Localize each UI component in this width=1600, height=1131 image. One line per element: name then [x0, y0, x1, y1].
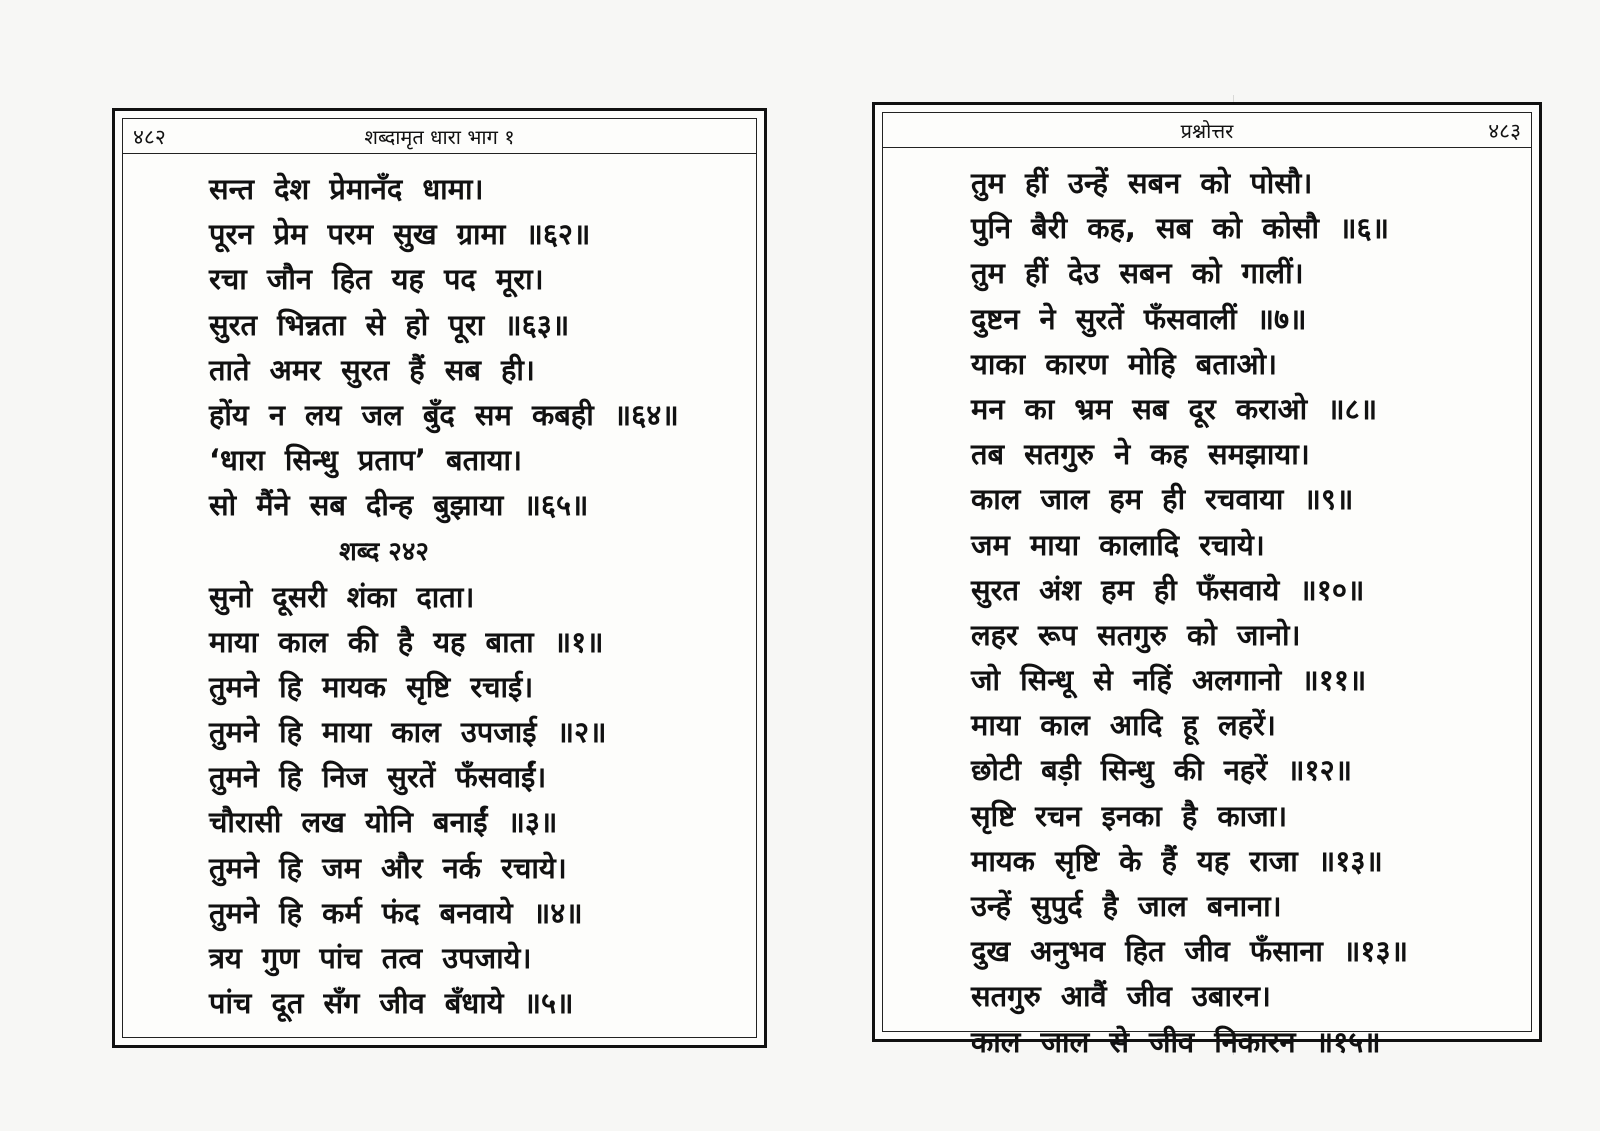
verse-line: छोटी बड़ी सिन्धु की नहरें ॥१२॥	[971, 753, 1353, 788]
verse-line: तुम हीं उन्हें सबन को पोसौ।	[971, 166, 1313, 200]
right-page-inner-frame	[882, 112, 1532, 1059]
left-verses	[209, 167, 679, 1026]
verse-line: सुनो दूसरी शंका दाता।	[209, 579, 475, 614]
verse-line: मायक सृष्टि के हैं यह राजा ॥१३॥	[971, 843, 1383, 878]
left-page-header	[123, 119, 756, 154]
verse-line: पुनि बैरी कह, सब को कोसौ ॥६॥	[971, 211, 1389, 246]
verse-line: पांच दूत सँग जीव बँधाये ॥५॥	[209, 986, 574, 1021]
left-page-number: ४८२	[133, 125, 166, 149]
left-running-title: शब्दामृत धारा भाग १	[364, 125, 515, 149]
verse-line: जो सिन्धू से नहिं अलगानो ॥११॥	[971, 663, 1367, 698]
right-running-title: प्रश्नोत्तर	[1180, 119, 1234, 143]
verse-line: सृष्टि रचन इनका है काजा।	[971, 798, 1288, 833]
right-page-header	[883, 113, 1531, 148]
verse-line: सुरत भिन्नता से हो पूरा ॥६३॥	[209, 307, 570, 342]
verse-line: तुमने हि निज सुरतें फँसवाईं।	[209, 760, 547, 795]
verse-line: काल जाल से जीव निकारन ॥१५॥	[971, 1024, 1381, 1059]
verse-line: पूरन प्रेम परम सुख ग्रामा ॥६२॥	[209, 217, 591, 252]
verse-line: दुख अनुभव हित जीव फँसाना ॥१३॥	[971, 934, 1408, 969]
right-page	[872, 102, 1542, 1059]
verse-line: तुमने हि जम और नर्क रचाये।	[209, 850, 567, 885]
verse-line: तुम हीं देउ सबन को गालीं।	[971, 256, 1304, 291]
verse-line: तब सतगुरु ने कह समझाया।	[971, 437, 1310, 472]
verse-line: सन्त देश प्रेमानँद धामा।	[209, 172, 484, 206]
verse-line: तुमने हि मायक सृष्टि रचाई।	[209, 669, 534, 704]
verse-line: होंय न लय जल बुँद सम कबही ॥६४॥	[209, 397, 679, 432]
verse-line: याका कारण मोहि बताओ।	[971, 346, 1278, 381]
verse-line: दुष्टन ने सुरतें फँसवालीं ॥७॥	[971, 301, 1307, 336]
verse-line: जम माया कालादि रचाये।	[971, 527, 1265, 562]
verse-line: सो मैंने सब दीन्ह बुझाया ॥६५॥	[209, 488, 589, 523]
verse-line: तुमने हि कर्म फंद बनवाये ॥४॥	[209, 895, 583, 930]
verse-line: उन्हें सुपुर्द है जाल बनाना।	[971, 889, 1282, 923]
verse-line: त्रय गुण पांच तत्व उपजाये।	[209, 941, 532, 975]
verse-line: चौरासी लख योनि बनाईं ॥३॥	[209, 805, 558, 840]
verse-line: तुमने हि माया काल उपजाई ॥२॥	[209, 715, 607, 750]
verse-line: सतगुरु आवैं जीव उबारन।	[971, 979, 1271, 1014]
verse-line: काल जाल हम ही रचवाया ॥९॥	[971, 482, 1354, 517]
verse-line: ‘धारा सिन्धु प्रताप’ बताया।	[209, 443, 522, 478]
verse-line: सुरत अंश हम ही फँसवाये ॥१०॥	[971, 572, 1365, 607]
verse-line: माया काल आदि हू लहरें।	[971, 708, 1276, 743]
left-page-inner-frame	[122, 118, 757, 1038]
verse-line: ताते अमर सुरत हैं सब ही।	[209, 352, 535, 387]
verse-line: माया काल की है यह बाता ॥१॥	[209, 624, 604, 659]
right-verses	[971, 161, 1451, 1065]
verse-line: मन का भ्रम सब दूर कराओ ॥८॥	[971, 391, 1378, 426]
right-page-number: ४८३	[1488, 119, 1521, 143]
verse-line: लहर रूप सतगुरु को जानो।	[971, 617, 1301, 652]
verse-line: रचा जौन हित यह पद मूरा।	[209, 262, 544, 297]
section-heading: शब्द २४२	[339, 536, 429, 567]
left-page	[112, 108, 767, 1048]
